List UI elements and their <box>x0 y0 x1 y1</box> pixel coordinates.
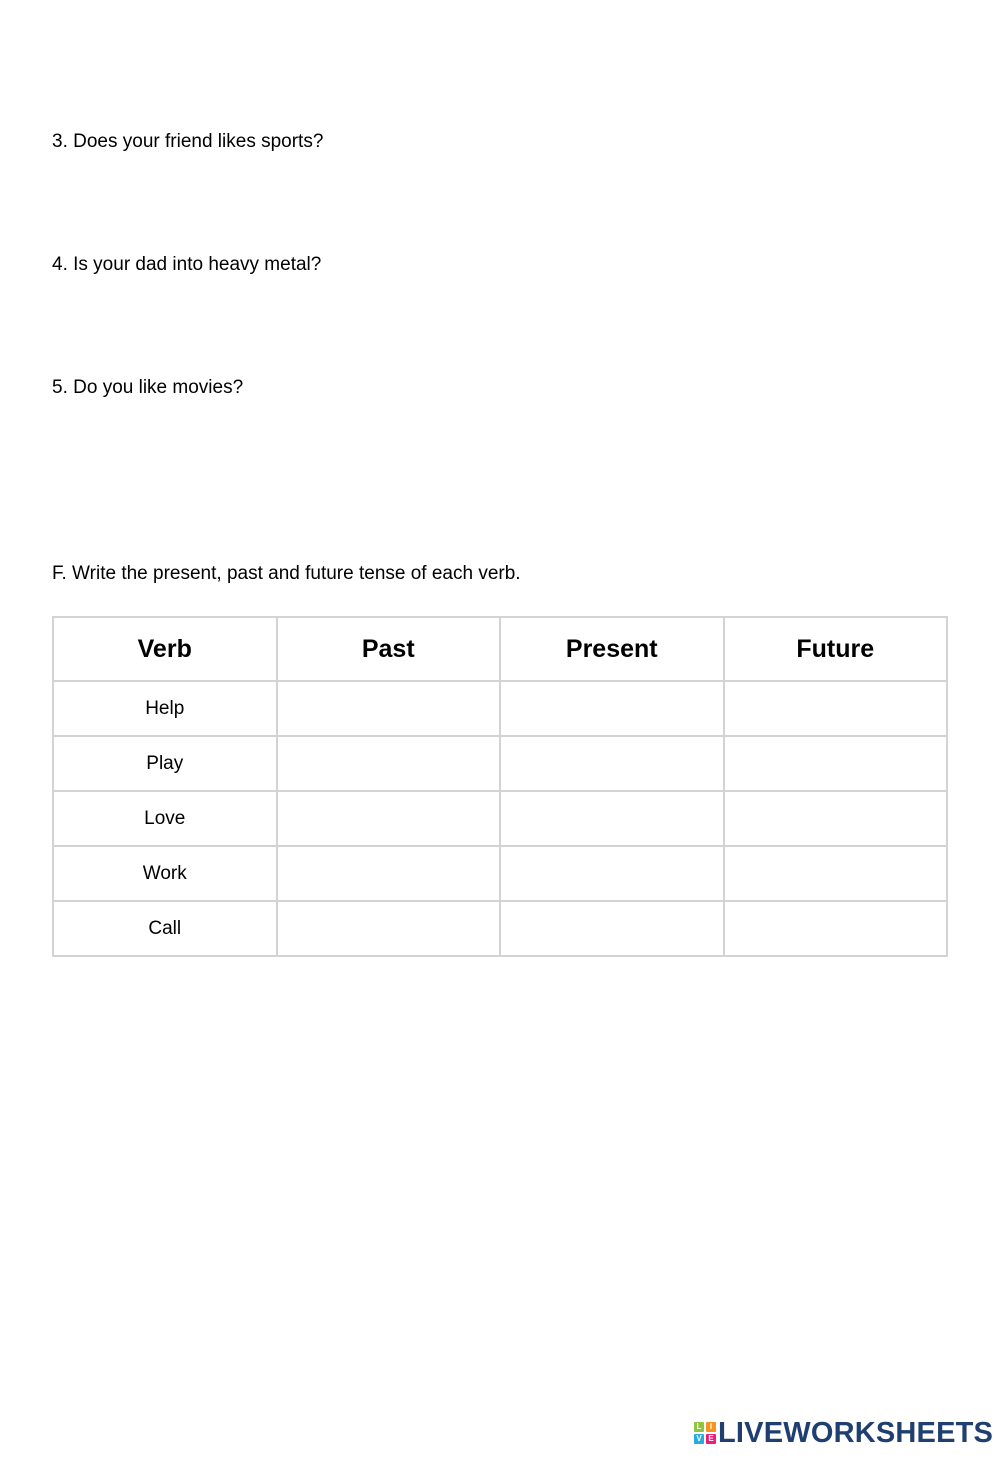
future-answer-cell[interactable] <box>724 791 948 846</box>
verb-cell: Work <box>53 846 277 901</box>
logo-wordmark: LIVEWORKSHEETS <box>718 1417 994 1449</box>
future-answer-cell[interactable] <box>724 846 948 901</box>
logo-letter-i: I <box>706 1422 716 1432</box>
header-verb: Verb <box>53 617 277 681</box>
verb-cell: Play <box>53 736 277 791</box>
verb-tense-table <box>52 616 948 957</box>
header-future: Future <box>724 617 948 681</box>
logo-letter-e: E <box>706 1434 716 1444</box>
past-answer-cell[interactable] <box>277 791 501 846</box>
present-answer-cell[interactable] <box>500 681 724 736</box>
table-row <box>53 681 947 736</box>
logo-mark-icon <box>694 1422 716 1444</box>
logo-letter-l: L <box>694 1422 704 1432</box>
verb-cell: Help <box>53 681 277 736</box>
logo-letter-v: V <box>694 1434 704 1444</box>
past-answer-cell[interactable] <box>277 901 501 956</box>
present-answer-cell[interactable] <box>500 791 724 846</box>
future-answer-cell[interactable] <box>724 681 948 736</box>
question-5: 5. Do you like movies? <box>52 377 244 398</box>
liveworksheets-logo <box>694 1419 993 1447</box>
present-answer-cell[interactable] <box>500 901 724 956</box>
past-answer-cell[interactable] <box>277 846 501 901</box>
header-past: Past <box>277 617 501 681</box>
verb-cell: Call <box>53 901 277 956</box>
table-header-row <box>53 617 947 681</box>
present-answer-cell[interactable] <box>500 846 724 901</box>
future-answer-cell[interactable] <box>724 736 948 791</box>
verb-cell: Love <box>53 791 277 846</box>
table-row <box>53 736 947 791</box>
header-present: Present <box>500 617 724 681</box>
question-4: 4. Is your dad into heavy metal? <box>52 254 322 275</box>
section-f-instruction: F. Write the present, past and future tense of each verb. <box>52 563 521 584</box>
table-row <box>53 901 947 956</box>
future-answer-cell[interactable] <box>724 901 948 956</box>
past-answer-cell[interactable] <box>277 736 501 791</box>
table-row <box>53 846 947 901</box>
present-answer-cell[interactable] <box>500 736 724 791</box>
table-row <box>53 791 947 846</box>
past-answer-cell[interactable] <box>277 681 501 736</box>
question-3: 3. Does your friend likes sports? <box>52 131 324 152</box>
